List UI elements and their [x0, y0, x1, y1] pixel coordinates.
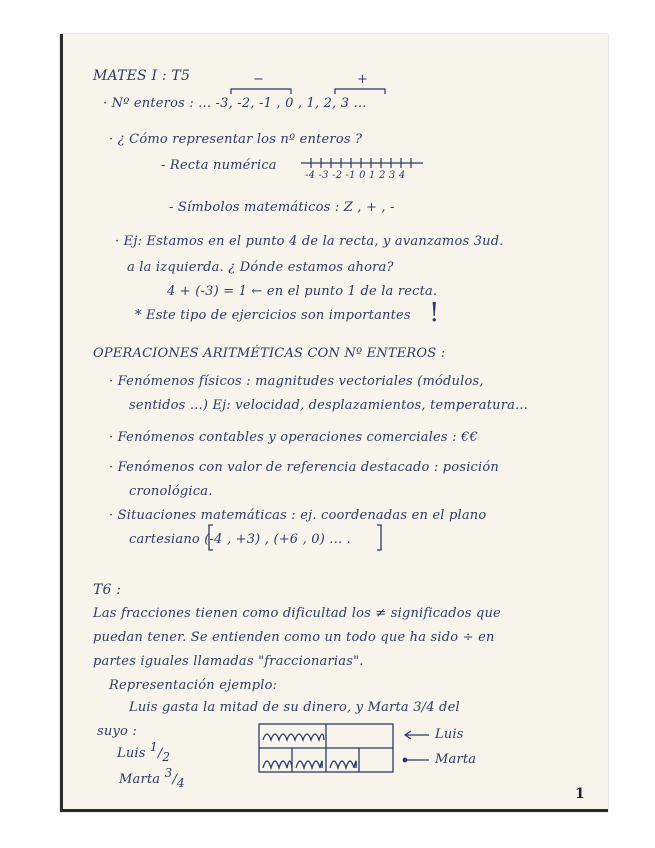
exercise-note: * Este tipo de ejercicios son importantes	[135, 308, 411, 323]
marta-name: Marta	[119, 772, 161, 787]
t6-line-3: partes iguales llamadas "fraccionarias".	[93, 654, 364, 669]
t6-line-4: Representación ejemplo:	[109, 678, 278, 693]
ops-bullet-4-cont: cartesiano (-4 , +3) , (+6 , 0) ... .	[129, 532, 352, 547]
ops-bullet-3-cont: cronológica.	[129, 484, 213, 499]
exercise-equation: 4 + (-3) = 1 ← en el punto 1 de la recta.	[167, 284, 438, 299]
t6-line-6: suyo :	[97, 724, 137, 739]
t6-line-2: puedan tener. Se entienden como un todo que ha sido ÷ en	[93, 630, 495, 645]
legend-luis: Luis	[435, 727, 464, 742]
negative-bracket	[231, 89, 291, 94]
ops-bullet-4: · Situaciones matemáticas : ej. coordenadas en el plano	[109, 508, 487, 523]
marta-fraction	[119, 766, 185, 790]
marta-fraction-slash: /	[172, 772, 178, 787]
unit-title: MATES I : T5	[93, 68, 191, 84]
fraction-diagram	[259, 724, 393, 772]
number-line	[301, 158, 423, 168]
notebook-page	[60, 34, 608, 812]
ops-bullet-1: · Fenómenos físicos : magnitudes vectoriales (módulos,	[109, 374, 484, 389]
negative-sign: −	[253, 72, 265, 87]
legend-marta: Marta	[435, 752, 477, 767]
t6-line-1: Las fracciones tienen como dificultad los ≠ significados que	[93, 606, 501, 621]
ops-bullet-2: · Fenómenos contables y operaciones comerciales : €€	[109, 430, 478, 445]
luis-numerator: 1	[149, 740, 158, 754]
page-drawings	[63, 34, 608, 812]
positive-bracket	[335, 89, 385, 94]
marta-numerator: 3	[164, 766, 173, 780]
luis-fraction-slash: /	[157, 746, 163, 761]
exclamation-mark: !	[429, 298, 440, 328]
luis-name: Luis	[117, 746, 146, 761]
operations-heading: OPERACIONES ARITMÉTICAS CON Nº ENTEROS :	[93, 346, 446, 361]
luis-denominator: 2	[162, 750, 171, 764]
integers-line: · Nº enteros : ... -3, -2, -1 , 0 , 1, 2, 3 ...	[103, 96, 367, 111]
ops-bullet-1-cont: sentidos ...) Ej: velocidad, desplazamientos, temperatura...	[129, 398, 529, 413]
exercise-line-1: · Ej: Estamos en el punto 4 de la recta, y avanzamos 3ud.	[115, 234, 504, 249]
marta-denominator: 4	[177, 776, 185, 790]
symbols-line: - Símbolos matemáticos : Z , + , -	[169, 200, 395, 215]
number-line-ticks: -4 -3 -2 -1 0 1 2 3 4	[305, 170, 406, 181]
t6-title: T6 :	[93, 582, 122, 598]
number-line-label: - Recta numérica	[161, 158, 277, 173]
diagram-arrows	[403, 731, 429, 762]
page-number: 1	[575, 786, 585, 802]
luis-fraction	[117, 740, 171, 764]
positive-sign: +	[357, 72, 369, 87]
exercise-line-2: a la izquierda. ¿ Dónde estamos ahora?	[127, 260, 394, 275]
t6-line-5: Luis gasta la mitad de su dinero, y Marta 3/4 del	[129, 700, 460, 715]
question-line: · ¿ Cómo representar los nº enteros ?	[109, 132, 363, 147]
ops-bullet-3: · Fenómenos con valor de referencia destacado : posición	[109, 460, 499, 475]
